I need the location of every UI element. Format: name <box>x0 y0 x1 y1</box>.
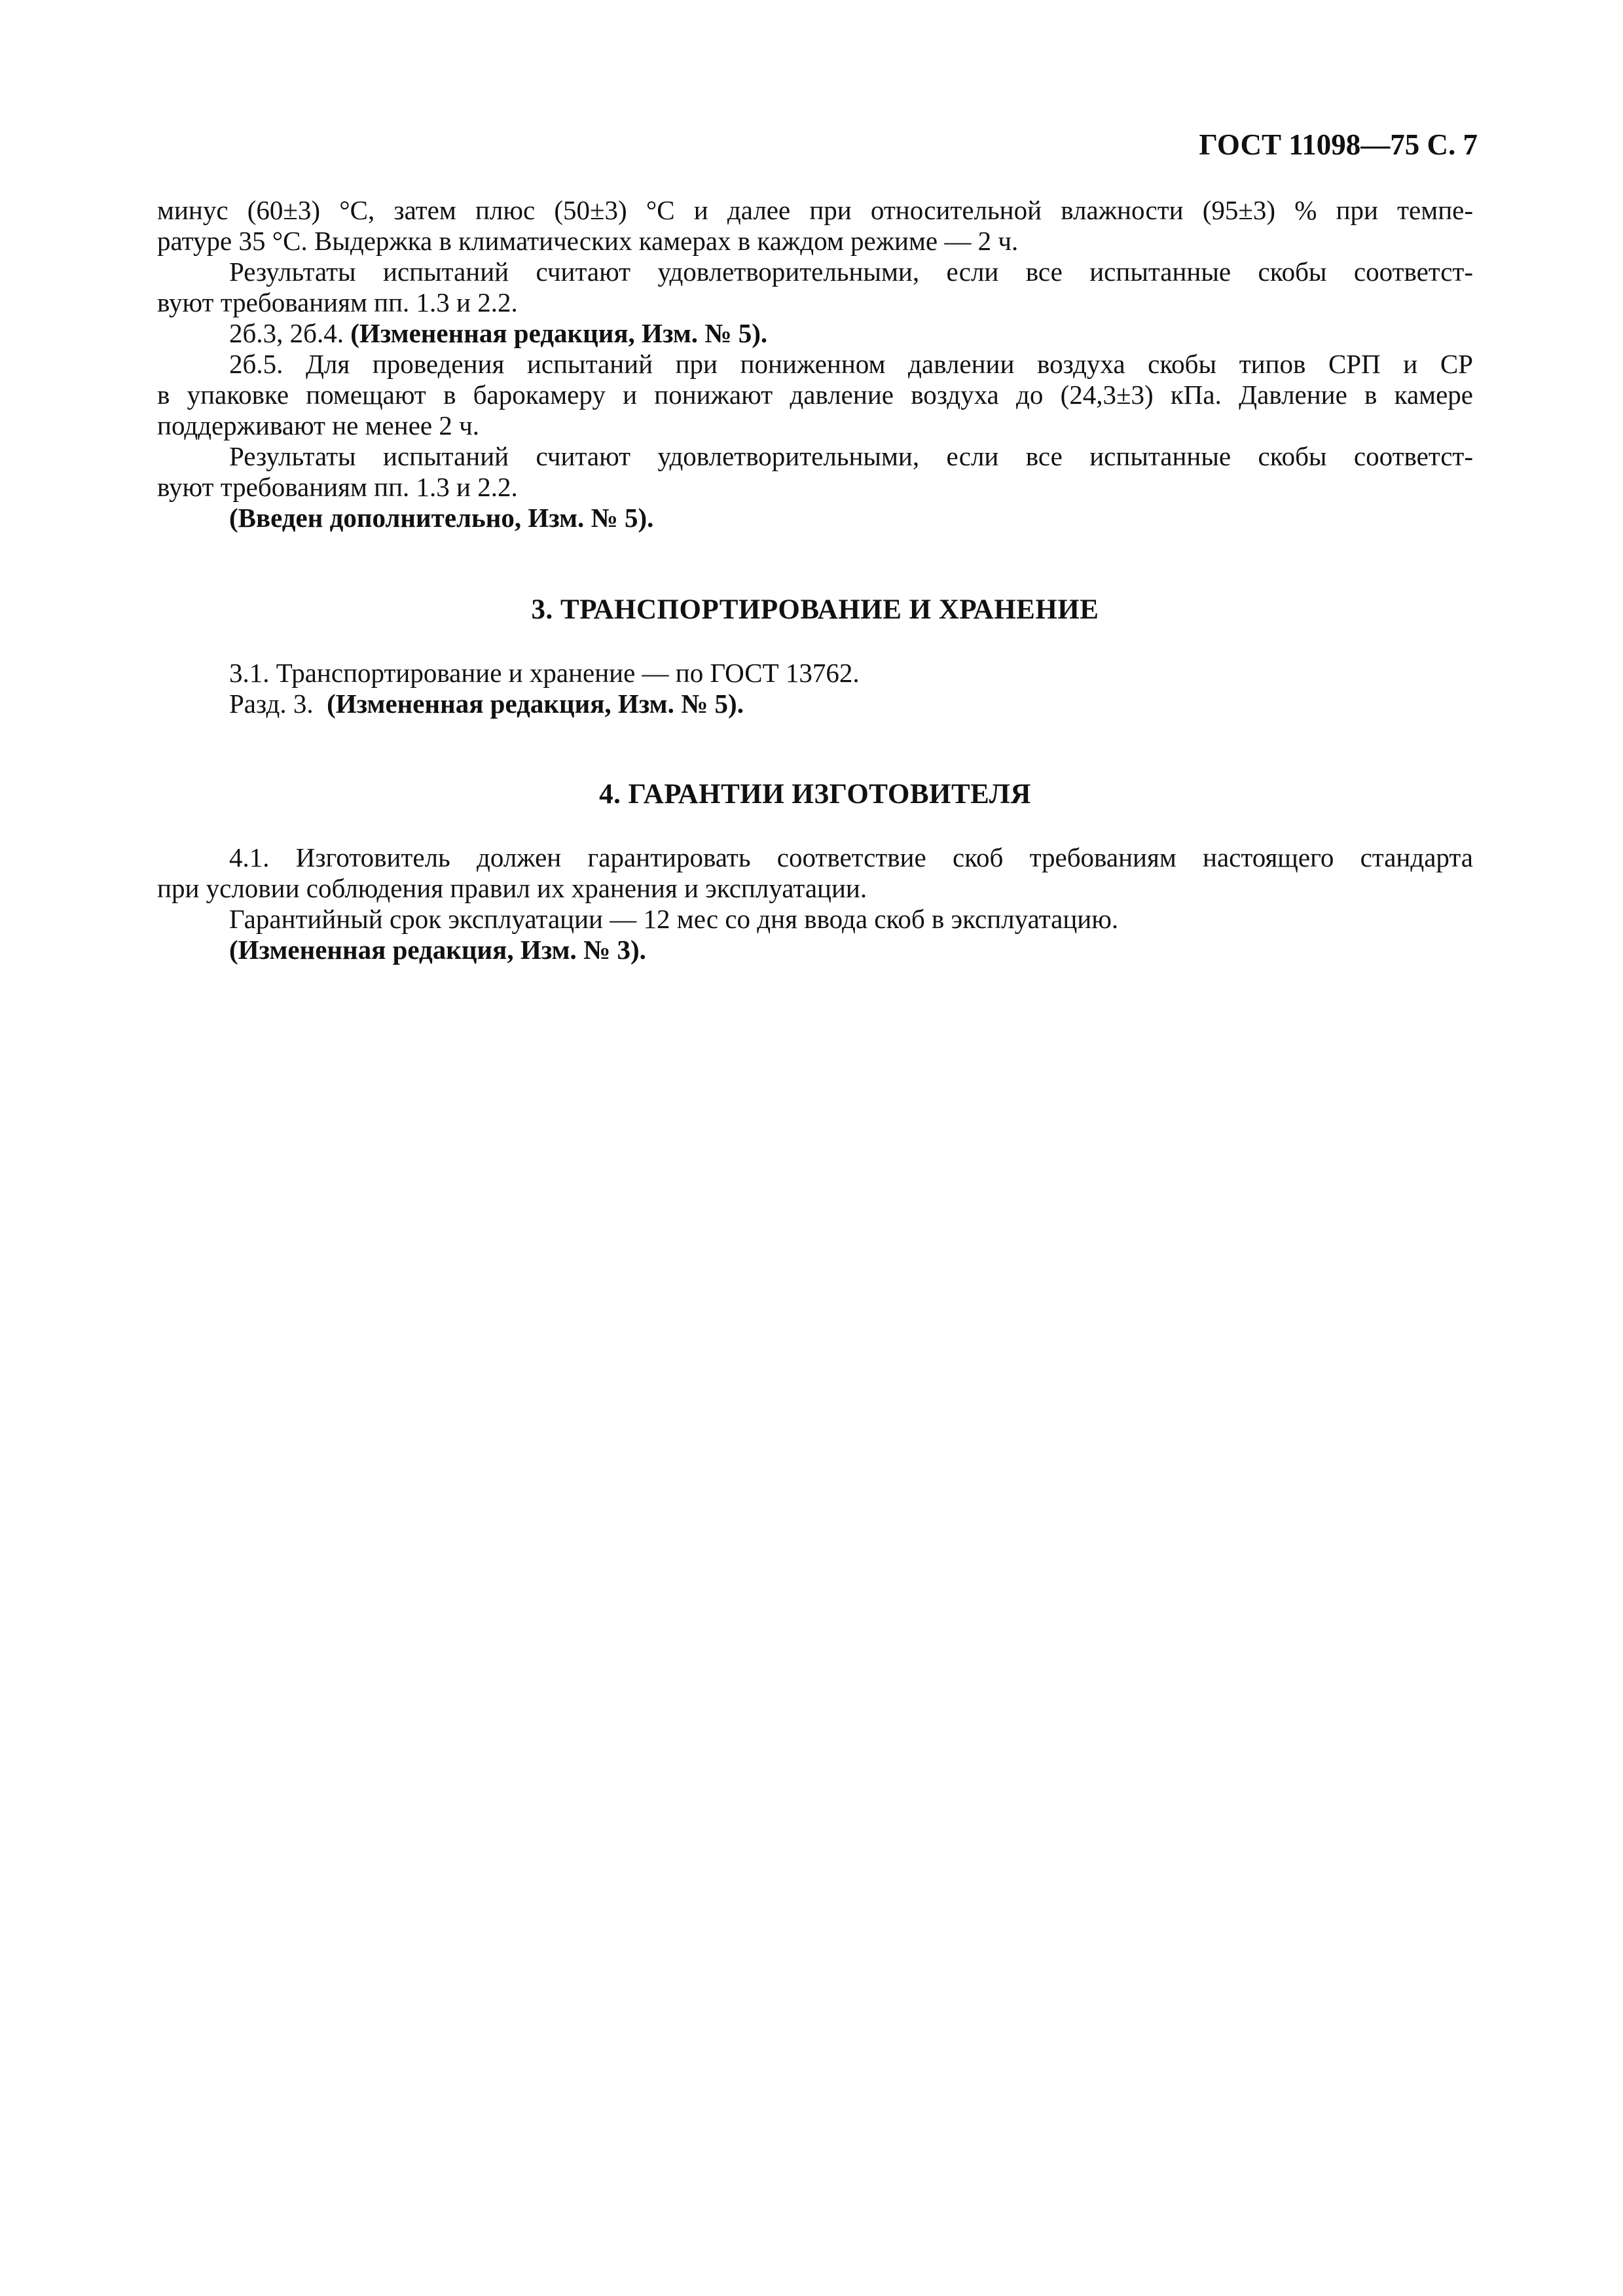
paragraph-line: 2б.5. Для проведения испытаний при пониженном давлении воздуха скобы типов СРП и СР <box>229 349 1473 379</box>
amendment-note: (Измененная редакция, Изм. № 5). <box>350 318 768 348</box>
section-heading: 3. ТРАНСПОРТИРОВАНИЕ И ХРАНЕНИЕ <box>531 594 1099 625</box>
amendment-clause-ref: Разд. 3. <box>229 689 314 719</box>
paragraph-line: вуют требованиям пп. 1.3 и 2.2. <box>157 287 518 317</box>
paragraph-line: Результаты испытаний считают удовлетворительными, если все испытанные скобы соответст- <box>229 441 1473 471</box>
paragraph-line: поддерживают не менее 2 ч. <box>157 410 479 440</box>
paragraph-line: 4.1. Изготовитель должен гарантировать соответствие скоб требованиям настоящего стандарта <box>229 842 1473 872</box>
paragraph-line: Результаты испытаний считают удовлетворительными, если все испытанные скобы соответст- <box>229 257 1473 287</box>
amendment-note: (Введен дополнительно, Изм. № 5). <box>229 503 654 533</box>
amendment-paragraph <box>157 689 1473 719</box>
paragraph-line: ратуре 35 °С. Выдержка в климатических камерах в каждом режиме — 2 ч. <box>157 226 1019 256</box>
amendment-clause-ref: 2б.3, 2б.4. <box>229 318 344 348</box>
paragraph-line: вуют требованиям пп. 1.3 и 2.2. <box>157 472 518 502</box>
section-heading: 4. ГАРАНТИИ ИЗГОТОВИТЕЛЯ <box>599 779 1031 810</box>
document-content <box>157 195 1473 965</box>
paragraph-line: в упаковке помещают в барокамеру и понижают давление воздуха до (24,3±3) кПа. Давление в камере <box>157 380 1473 410</box>
paragraph-line: Гарантийный срок эксплуатации — 12 мес со дня ввода скоб в эксплуатацию. <box>229 904 1119 934</box>
amendment-note: (Измененная редакция, Изм. № 3). <box>229 935 646 965</box>
paragraph-line: при условии соблюдения правил их хранения и эксплуатации. <box>157 873 867 903</box>
amendment-note: (Измененная редакция, Изм. № 5). <box>327 689 744 719</box>
amendment-paragraph <box>157 318 1473 349</box>
paragraph-line: 3.1. Транспортирование и хранение — по ГОСТ 13762. <box>229 658 860 688</box>
page-header: ГОСТ 11098—75 С. 7 <box>1199 128 1478 161</box>
paragraph-line: минус (60±3) °С, затем плюс (50±3) °С и далее при относительной влажности (95±3) % при темпе- <box>157 195 1473 225</box>
